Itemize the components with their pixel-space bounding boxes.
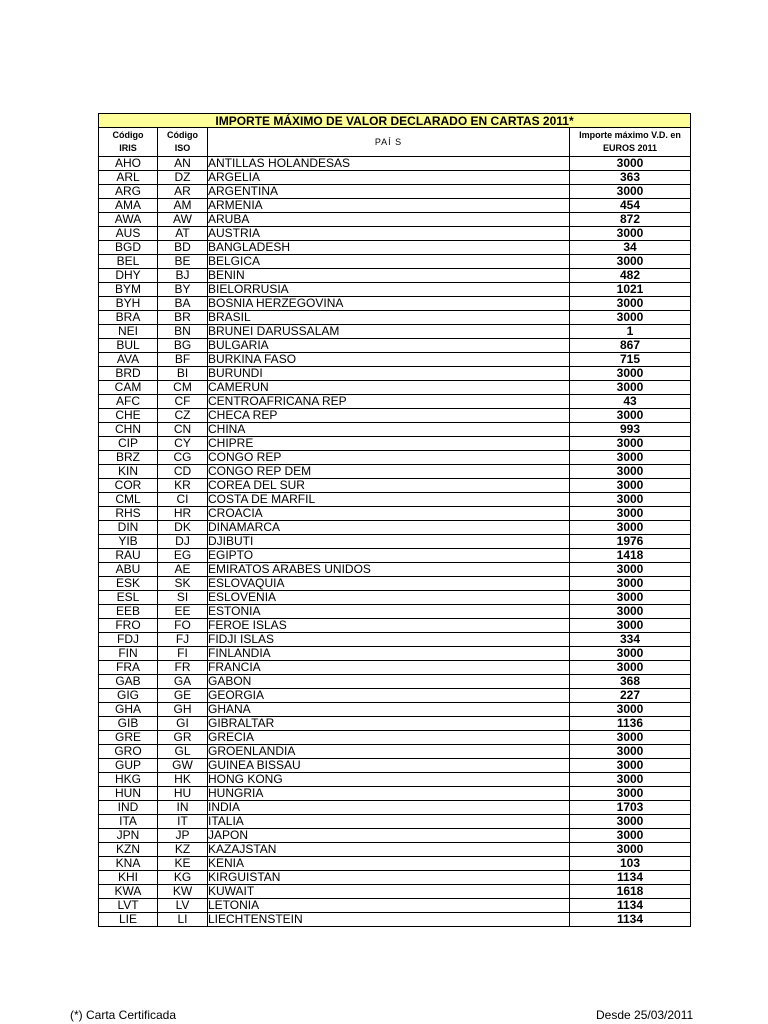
- iris-code: DHY: [99, 269, 158, 283]
- country-name: BURKINA FASO: [208, 353, 570, 367]
- country-name: FINLANDIA: [208, 647, 570, 661]
- iso-code: KZ: [158, 843, 208, 857]
- iris-code: ARG: [99, 185, 158, 199]
- max-value: 334: [570, 633, 691, 647]
- country-name: CHIPRE: [208, 437, 570, 451]
- iris-code: CHN: [99, 423, 158, 437]
- country-name: BANGLADESH: [208, 241, 570, 255]
- table-row: [99, 549, 691, 563]
- iso-code: BJ: [158, 269, 208, 283]
- iris-code: CHE: [99, 409, 158, 423]
- max-value: 3000: [570, 829, 691, 843]
- iris-code: IND: [99, 801, 158, 815]
- iris-code: BEL: [99, 255, 158, 269]
- country-name: GROENLANDIA: [208, 745, 570, 759]
- iso-code: CI: [158, 493, 208, 507]
- table-row: [99, 409, 691, 423]
- iris-code: GIB: [99, 717, 158, 731]
- table-row: [99, 801, 691, 815]
- max-value: 454: [570, 199, 691, 213]
- iris-code: GUP: [99, 759, 158, 773]
- table-row: [99, 241, 691, 255]
- table-row: [99, 815, 691, 829]
- country-name: ARUBA: [208, 213, 570, 227]
- table-row: [99, 535, 691, 549]
- country-name: HONG KONG: [208, 773, 570, 787]
- max-value: 993: [570, 423, 691, 437]
- max-value: 1134: [570, 913, 691, 927]
- iso-code: IT: [158, 815, 208, 829]
- country-name: BENIN: [208, 269, 570, 283]
- iris-code: RHS: [99, 507, 158, 521]
- table-row: [99, 213, 691, 227]
- table-title: IMPORTE MÁXIMO DE VALOR DECLARADO EN CARTAS 2011*: [99, 114, 691, 128]
- iris-code: KZN: [99, 843, 158, 857]
- header-iso: Código ISO: [158, 128, 208, 157]
- table-row: [99, 185, 691, 199]
- country-name: CROACIA: [208, 507, 570, 521]
- table-row: [99, 227, 691, 241]
- country-name: INDIA: [208, 801, 570, 815]
- max-value: 3000: [570, 731, 691, 745]
- table-row: [99, 829, 691, 843]
- effective-date: Desde 25/03/2011: [596, 1008, 694, 1022]
- country-name: ARGENTINA: [208, 185, 570, 199]
- table-row: [99, 507, 691, 521]
- max-value: 3000: [570, 843, 691, 857]
- iris-code: AHO: [99, 157, 158, 171]
- country-name: BOSNIA HERZEGOVINA: [208, 297, 570, 311]
- country-name: GEORGIA: [208, 689, 570, 703]
- iris-code: AFC: [99, 395, 158, 409]
- table-row: [99, 899, 691, 913]
- table-row: [99, 255, 691, 269]
- max-value: 3000: [570, 451, 691, 465]
- max-value: 1976: [570, 535, 691, 549]
- iris-code: GRO: [99, 745, 158, 759]
- table-row: [99, 395, 691, 409]
- iso-code: BI: [158, 367, 208, 381]
- iris-code: ABU: [99, 563, 158, 577]
- country-name: GHANA: [208, 703, 570, 717]
- table-header-row: [99, 128, 691, 157]
- country-name: GRECIA: [208, 731, 570, 745]
- country-name: ARGELIA: [208, 171, 570, 185]
- max-value: 3000: [570, 759, 691, 773]
- country-name: BURUNDI: [208, 367, 570, 381]
- iso-code: KG: [158, 871, 208, 885]
- max-value: 1: [570, 325, 691, 339]
- country-name: CENTROAFRICANA REP: [208, 395, 570, 409]
- table-row: [99, 451, 691, 465]
- max-value: 1021: [570, 283, 691, 297]
- table-body: [99, 157, 691, 927]
- iris-code: BRD: [99, 367, 158, 381]
- country-name: BULGARIA: [208, 339, 570, 353]
- iris-code: KWA: [99, 885, 158, 899]
- iris-code: JPN: [99, 829, 158, 843]
- country-name: KIRGUISTAN: [208, 871, 570, 885]
- max-value: 103: [570, 857, 691, 871]
- iso-code: BF: [158, 353, 208, 367]
- iris-code: BRZ: [99, 451, 158, 465]
- declared-value-table: [98, 113, 691, 927]
- table-row: [99, 633, 691, 647]
- iris-code: CAM: [99, 381, 158, 395]
- table-row: [99, 437, 691, 451]
- iris-code: BGD: [99, 241, 158, 255]
- iso-code: HK: [158, 773, 208, 787]
- iris-code: ARL: [99, 171, 158, 185]
- iso-code: DK: [158, 521, 208, 535]
- iris-code: KIN: [99, 465, 158, 479]
- table-row: [99, 423, 691, 437]
- country-name: KAZAJSTAN: [208, 843, 570, 857]
- max-value: 3000: [570, 465, 691, 479]
- iso-code: LV: [158, 899, 208, 913]
- country-name: BIELORRUSIA: [208, 283, 570, 297]
- table-row: [99, 913, 691, 927]
- iris-code: COR: [99, 479, 158, 493]
- max-value: 1703: [570, 801, 691, 815]
- iso-code: DJ: [158, 535, 208, 549]
- country-name: FEROE ISLAS: [208, 619, 570, 633]
- iso-code: KW: [158, 885, 208, 899]
- country-name: FIDJI ISLAS: [208, 633, 570, 647]
- max-value: 3000: [570, 367, 691, 381]
- table-row: [99, 521, 691, 535]
- iris-code: BRA: [99, 311, 158, 325]
- table-title-row: [99, 114, 691, 128]
- iris-code: AVA: [99, 353, 158, 367]
- iso-code: AW: [158, 213, 208, 227]
- iso-code: JP: [158, 829, 208, 843]
- table-row: [99, 689, 691, 703]
- iso-code: CZ: [158, 409, 208, 423]
- iso-code: HU: [158, 787, 208, 801]
- iris-code: AWA: [99, 213, 158, 227]
- max-value: 3000: [570, 507, 691, 521]
- iso-code: CF: [158, 395, 208, 409]
- max-value: 3000: [570, 381, 691, 395]
- country-name: COREA DEL SUR: [208, 479, 570, 493]
- iris-code: FIN: [99, 647, 158, 661]
- table-row: [99, 605, 691, 619]
- iris-code: FRA: [99, 661, 158, 675]
- iso-code: BN: [158, 325, 208, 339]
- iris-code: FDJ: [99, 633, 158, 647]
- iso-code: AT: [158, 227, 208, 241]
- iso-code: FR: [158, 661, 208, 675]
- country-name: KENIA: [208, 857, 570, 871]
- max-value: 3000: [570, 815, 691, 829]
- max-value: 43: [570, 395, 691, 409]
- country-name: BELGICA: [208, 255, 570, 269]
- table-row: [99, 367, 691, 381]
- table-row: [99, 731, 691, 745]
- iris-code: BYM: [99, 283, 158, 297]
- max-value: 1136: [570, 717, 691, 731]
- country-name: HUNGRIA: [208, 787, 570, 801]
- country-name: ARMENIA: [208, 199, 570, 213]
- iso-code: LI: [158, 913, 208, 927]
- iris-code: CIP: [99, 437, 158, 451]
- max-value: 3000: [570, 787, 691, 801]
- iris-code: BYH: [99, 297, 158, 311]
- table-row: [99, 577, 691, 591]
- iso-code: AR: [158, 185, 208, 199]
- table-row: [99, 353, 691, 367]
- iso-code: CG: [158, 451, 208, 465]
- table-row: [99, 283, 691, 297]
- iris-code: CML: [99, 493, 158, 507]
- max-value: 3000: [570, 437, 691, 451]
- max-value: 3000: [570, 409, 691, 423]
- iso-code: HR: [158, 507, 208, 521]
- country-name: GABON: [208, 675, 570, 689]
- iris-code: GIG: [99, 689, 158, 703]
- table-row: [99, 773, 691, 787]
- table-row: [99, 479, 691, 493]
- max-value: 3000: [570, 521, 691, 535]
- max-value: 34: [570, 241, 691, 255]
- table-row: [99, 843, 691, 857]
- country-name: CHINA: [208, 423, 570, 437]
- table-row: [99, 871, 691, 885]
- max-value: 3000: [570, 745, 691, 759]
- max-value: 3000: [570, 619, 691, 633]
- country-name: ESTONIA: [208, 605, 570, 619]
- country-name: DINAMARCA: [208, 521, 570, 535]
- max-value: 3000: [570, 255, 691, 269]
- max-value: 3000: [570, 297, 691, 311]
- iso-code: EE: [158, 605, 208, 619]
- max-value: 1134: [570, 899, 691, 913]
- iso-code: AN: [158, 157, 208, 171]
- max-value: 3000: [570, 605, 691, 619]
- iris-code: AUS: [99, 227, 158, 241]
- table-row: [99, 857, 691, 871]
- table-row: [99, 325, 691, 339]
- country-name: LETONIA: [208, 899, 570, 913]
- table-row: [99, 157, 691, 171]
- iris-code: KNA: [99, 857, 158, 871]
- max-value: 3000: [570, 647, 691, 661]
- iso-code: GE: [158, 689, 208, 703]
- max-value: 368: [570, 675, 691, 689]
- table-row: [99, 199, 691, 213]
- country-name: EMIRATOS ARABES UNIDOS: [208, 563, 570, 577]
- iso-code: BA: [158, 297, 208, 311]
- max-value: 3000: [570, 703, 691, 717]
- iris-code: GAB: [99, 675, 158, 689]
- max-value: 482: [570, 269, 691, 283]
- max-value: 3000: [570, 185, 691, 199]
- iris-code: GHA: [99, 703, 158, 717]
- country-name: FRANCIA: [208, 661, 570, 675]
- table-row: [99, 759, 691, 773]
- table-row: [99, 885, 691, 899]
- table-row: [99, 493, 691, 507]
- iso-code: BY: [158, 283, 208, 297]
- country-name: AUSTRIA: [208, 227, 570, 241]
- country-name: COSTA DE MARFIL: [208, 493, 570, 507]
- max-value: 1418: [570, 549, 691, 563]
- max-value: 715: [570, 353, 691, 367]
- iso-code: SK: [158, 577, 208, 591]
- max-value: 3000: [570, 157, 691, 171]
- iso-code: GR: [158, 731, 208, 745]
- table-row: [99, 591, 691, 605]
- country-name: LIECHTENSTEIN: [208, 913, 570, 927]
- country-name: CHECA REP: [208, 409, 570, 423]
- table-row: [99, 563, 691, 577]
- iso-code: AE: [158, 563, 208, 577]
- iso-code: CD: [158, 465, 208, 479]
- iso-code: GA: [158, 675, 208, 689]
- iris-code: EEB: [99, 605, 158, 619]
- max-value: 3000: [570, 479, 691, 493]
- country-name: CONGO REP: [208, 451, 570, 465]
- max-value: 1618: [570, 885, 691, 899]
- iso-code: FJ: [158, 633, 208, 647]
- header-pais: PAÍ S: [208, 128, 570, 157]
- country-name: BRASIL: [208, 311, 570, 325]
- country-name: BRUNEI DARUSSALAM: [208, 325, 570, 339]
- iso-code: FO: [158, 619, 208, 633]
- country-name: GIBRALTAR: [208, 717, 570, 731]
- table-row: [99, 465, 691, 479]
- table-row: [99, 703, 691, 717]
- iris-code: BUL: [99, 339, 158, 353]
- iris-code: NEI: [99, 325, 158, 339]
- table-row: [99, 745, 691, 759]
- max-value: 872: [570, 213, 691, 227]
- country-name: EGIPTO: [208, 549, 570, 563]
- header-iris: Código IRIS: [99, 128, 158, 157]
- iris-code: LIE: [99, 913, 158, 927]
- table-row: [99, 619, 691, 633]
- iris-code: FRO: [99, 619, 158, 633]
- iso-code: BE: [158, 255, 208, 269]
- iso-code: GW: [158, 759, 208, 773]
- country-name: JAPON: [208, 829, 570, 843]
- iso-code: AM: [158, 199, 208, 213]
- country-name: CONGO REP DEM: [208, 465, 570, 479]
- max-value: 1134: [570, 871, 691, 885]
- table-row: [99, 661, 691, 675]
- iso-code: BR: [158, 311, 208, 325]
- iso-code: BG: [158, 339, 208, 353]
- iso-code: EG: [158, 549, 208, 563]
- table-row: [99, 381, 691, 395]
- iso-code: CN: [158, 423, 208, 437]
- max-value: 363: [570, 171, 691, 185]
- iso-code: KE: [158, 857, 208, 871]
- iso-code: IN: [158, 801, 208, 815]
- table-row: [99, 297, 691, 311]
- iris-code: HUN: [99, 787, 158, 801]
- country-name: GUINEA BISSAU: [208, 759, 570, 773]
- max-value: 3000: [570, 577, 691, 591]
- table-row: [99, 311, 691, 325]
- header-value: Importe máximo V.D. en EUROS 2011: [570, 128, 691, 157]
- table-row: [99, 269, 691, 283]
- max-value: 3000: [570, 773, 691, 787]
- iris-code: ESL: [99, 591, 158, 605]
- iris-code: ITA: [99, 815, 158, 829]
- country-name: DJIBUTI: [208, 535, 570, 549]
- country-name: ESLOVAQUIA: [208, 577, 570, 591]
- iris-code: KHI: [99, 871, 158, 885]
- country-name: KUWAIT: [208, 885, 570, 899]
- country-name: ITALIA: [208, 815, 570, 829]
- iris-code: HKG: [99, 773, 158, 787]
- iso-code: GI: [158, 717, 208, 731]
- max-value: 227: [570, 689, 691, 703]
- table-row: [99, 717, 691, 731]
- max-value: 3000: [570, 227, 691, 241]
- max-value: 3000: [570, 493, 691, 507]
- iso-code: GL: [158, 745, 208, 759]
- table-row: [99, 787, 691, 801]
- iso-code: BD: [158, 241, 208, 255]
- max-value: 3000: [570, 591, 691, 605]
- max-value: 3000: [570, 311, 691, 325]
- iris-code: DIN: [99, 521, 158, 535]
- iso-code: SI: [158, 591, 208, 605]
- iso-code: DZ: [158, 171, 208, 185]
- table-row: [99, 647, 691, 661]
- max-value: 3000: [570, 661, 691, 675]
- iso-code: CY: [158, 437, 208, 451]
- table-row: [99, 171, 691, 185]
- iris-code: RAU: [99, 549, 158, 563]
- iso-code: FI: [158, 647, 208, 661]
- iris-code: GRE: [99, 731, 158, 745]
- table-row: [99, 675, 691, 689]
- iso-code: GH: [158, 703, 208, 717]
- iris-code: ESK: [99, 577, 158, 591]
- country-name: CAMERUN: [208, 381, 570, 395]
- iso-code: KR: [158, 479, 208, 493]
- max-value: 867: [570, 339, 691, 353]
- iso-code: CM: [158, 381, 208, 395]
- iris-code: AMA: [99, 199, 158, 213]
- iris-code: YIB: [99, 535, 158, 549]
- max-value: 3000: [570, 563, 691, 577]
- country-name: ESLOVENIA: [208, 591, 570, 605]
- footnote: (*) Carta Certificada: [70, 1008, 177, 1022]
- iris-code: LVT: [99, 899, 158, 913]
- country-name: ANTILLAS HOLANDESAS: [208, 157, 570, 171]
- table-row: [99, 339, 691, 353]
